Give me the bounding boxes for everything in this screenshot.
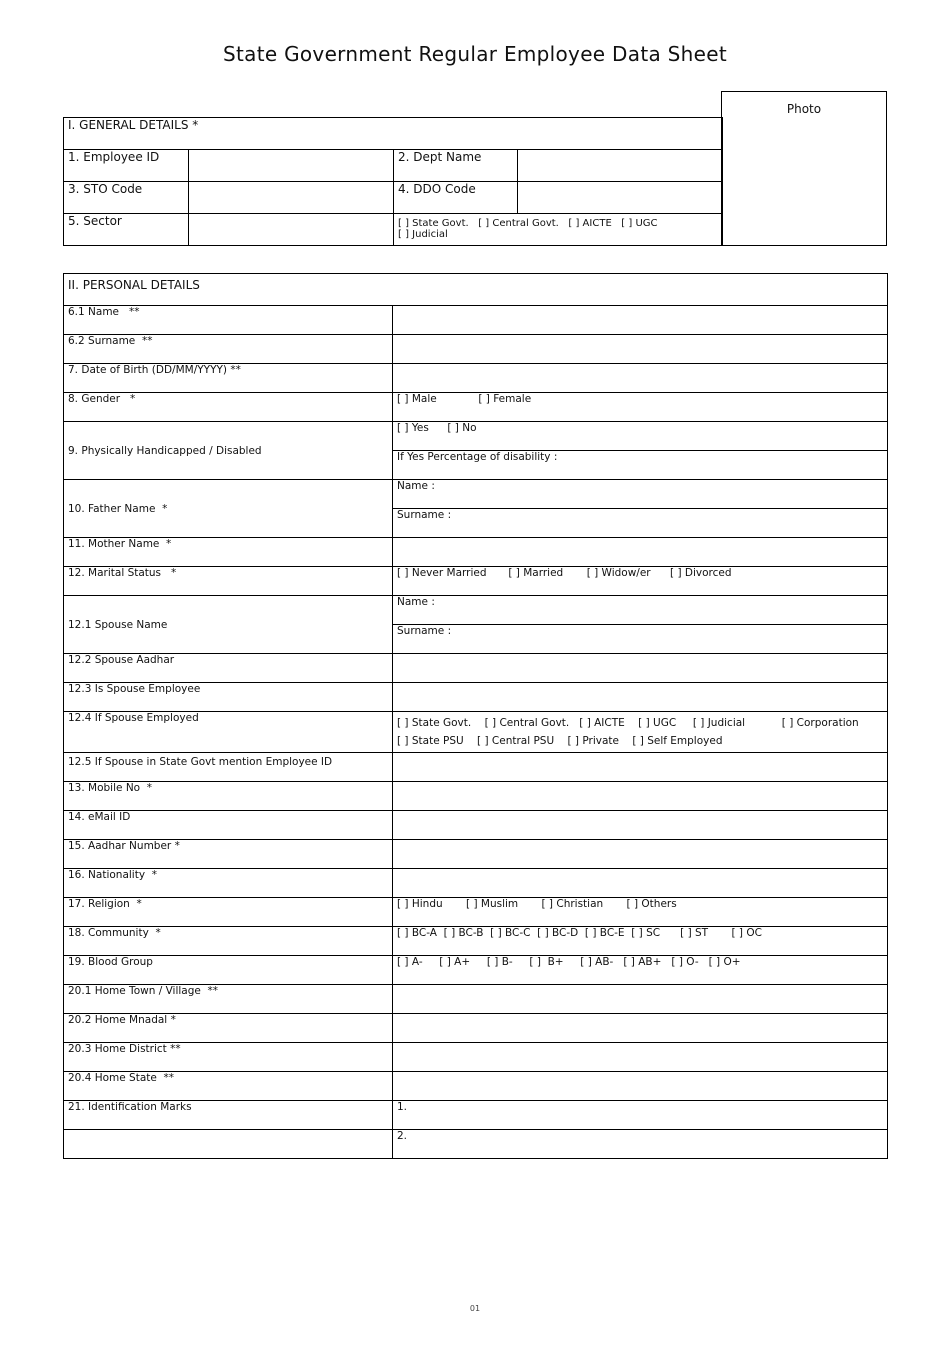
marital-label: 12. Marital Status * <box>64 567 393 596</box>
employee-id-label: 1. Employee ID <box>64 150 189 182</box>
home-state-field[interactable] <box>393 1072 888 1101</box>
ddo-code-label: 4. DDO Code <box>394 182 518 214</box>
handicapped-label: 9. Physically Handicapped / Disabled <box>64 422 393 480</box>
gender-male-option[interactable]: [ ] Male <box>397 393 437 405</box>
home-district-label: 20.3 Home District ** <box>64 1043 393 1072</box>
mother-label: 11. Mother Name * <box>64 538 393 567</box>
surname-field[interactable] <box>393 335 888 364</box>
father-surname-field[interactable]: Surname : <box>393 509 888 538</box>
name-label: 6.1 Name ** <box>64 306 393 335</box>
spouse-aadhar-field[interactable] <box>393 654 888 683</box>
sector-options[interactable] <box>394 214 723 246</box>
spouse-is-employee-label: 12.3 Is Spouse Employee <box>64 683 393 712</box>
sector-label: 5. Sector <box>64 214 189 246</box>
marital-widow-option[interactable]: [ ] Widow/er <box>586 567 651 579</box>
general-details-table <box>63 117 723 246</box>
marital-divorced-option[interactable]: [ ] Divorced <box>670 567 732 579</box>
dept-name-field[interactable] <box>518 150 723 182</box>
blood-group-label: 19. Blood Group <box>64 956 393 985</box>
email-label: 14. eMail ID <box>64 811 393 840</box>
handicapped-options <box>393 422 888 451</box>
nationality-field[interactable] <box>393 869 888 898</box>
marital-never-option[interactable]: [ ] Never Married <box>397 567 487 579</box>
nationality-label: 16. Nationality * <box>64 869 393 898</box>
father-name-field[interactable]: Name : <box>393 480 888 509</box>
marital-options <box>393 567 888 596</box>
name-field[interactable] <box>393 306 888 335</box>
sto-code-field[interactable] <box>189 182 394 214</box>
identification-marks-blank <box>64 1130 393 1159</box>
mobile-field[interactable] <box>393 782 888 811</box>
community-options[interactable]: [ ] BC-A [ ] BC-B [ ] BC-C [ ] BC-D [ ] BC-E [ ] SC [ ] ST [ ] OC <box>393 927 888 956</box>
sector-options-line-2[interactable]: [ ] Judicial <box>398 229 448 240</box>
dept-name-label: 2. Dept Name <box>394 150 518 182</box>
spouse-aadhar-label: 12.2 Spouse Aadhar <box>64 654 393 683</box>
marital-married-option[interactable]: [ ] Married <box>508 567 564 579</box>
spouse-name-field[interactable]: Name : <box>393 596 888 625</box>
aadhar-label: 15. Aadhar Number * <box>64 840 393 869</box>
spouse-employed-options[interactable] <box>393 712 888 753</box>
sto-code-label: 3. STO Code <box>64 182 189 214</box>
spouse-employed-label: 12.4 If Spouse Employed <box>64 712 393 753</box>
handicapped-no-option[interactable]: [ ] No <box>447 422 477 434</box>
religion-label: 17. Religion * <box>64 898 393 927</box>
gender-options <box>393 393 888 422</box>
photo-label: Photo <box>786 102 822 116</box>
page-title: State Government Regular Employee Data Sheet <box>223 42 727 66</box>
page-number: 01 <box>469 1304 481 1313</box>
father-label: 10. Father Name * <box>64 480 393 538</box>
disability-percentage-field[interactable]: If Yes Percentage of disability : <box>393 451 888 480</box>
identification-marks-label: 21. Identification Marks <box>64 1101 393 1130</box>
religion-options[interactable]: [ ] Hindu [ ] Muslim [ ] Christian [ ] Others <box>393 898 888 927</box>
mother-field[interactable] <box>393 538 888 567</box>
spouse-is-employee-field[interactable] <box>393 683 888 712</box>
sector-field[interactable] <box>189 214 394 246</box>
employee-id-field[interactable] <box>189 150 394 182</box>
handicapped-yes-option[interactable]: [ ] Yes <box>397 422 429 434</box>
identification-mark-2-field[interactable]: 2. <box>393 1130 888 1159</box>
home-state-label: 20.4 Home State ** <box>64 1072 393 1101</box>
gender-female-option[interactable]: [ ] Female <box>478 393 532 405</box>
home-district-field[interactable] <box>393 1043 888 1072</box>
sector-options-line-1[interactable]: [ ] State Govt. [ ] Central Govt. [ ] AICTE [ ] UGC <box>398 218 658 229</box>
gender-label: 8. Gender * <box>64 393 393 422</box>
email-field[interactable] <box>393 811 888 840</box>
general-details-heading: I. GENERAL DETAILS * <box>64 118 723 150</box>
dob-label: 7. Date of Birth (DD/MM/YYYY) ** <box>64 364 393 393</box>
home-mandal-label: 20.2 Home Mnadal * <box>64 1014 393 1043</box>
spouse-surname-field[interactable]: Surname : <box>393 625 888 654</box>
spouse-label: 12.1 Spouse Name <box>64 596 393 654</box>
aadhar-field[interactable] <box>393 840 888 869</box>
spouse-state-id-field[interactable] <box>393 753 888 782</box>
community-label: 18. Community * <box>64 927 393 956</box>
home-town-field[interactable] <box>393 985 888 1014</box>
spouse-employed-options-line-1[interactable]: [ ] State Govt. [ ] Central Govt. [ ] AICTE [ ] UGC [ ] Judicial [ ] Corporation <box>397 717 859 729</box>
blood-group-options[interactable]: [ ] A- [ ] A+ [ ] B- [ ] B+ [ ] AB- [ ] AB+ [ ] O- [ ] O+ <box>393 956 888 985</box>
personal-details-heading: II. PERSONAL DETAILS <box>64 274 888 306</box>
dob-field[interactable] <box>393 364 888 393</box>
home-town-label: 20.1 Home Town / Village ** <box>64 985 393 1014</box>
spouse-state-id-label: 12.5 If Spouse in State Govt mention Employee ID <box>64 753 393 782</box>
spouse-employed-options-line-2[interactable]: [ ] State PSU [ ] Central PSU [ ] Private [ ] Self Employed <box>397 735 723 747</box>
surname-label: 6.2 Surname ** <box>64 335 393 364</box>
home-mandal-field[interactable] <box>393 1014 888 1043</box>
ddo-code-field[interactable] <box>518 182 723 214</box>
identification-mark-1-field[interactable]: 1. <box>393 1101 888 1130</box>
mobile-label: 13. Mobile No * <box>64 782 393 811</box>
personal-details-table <box>63 273 888 1159</box>
